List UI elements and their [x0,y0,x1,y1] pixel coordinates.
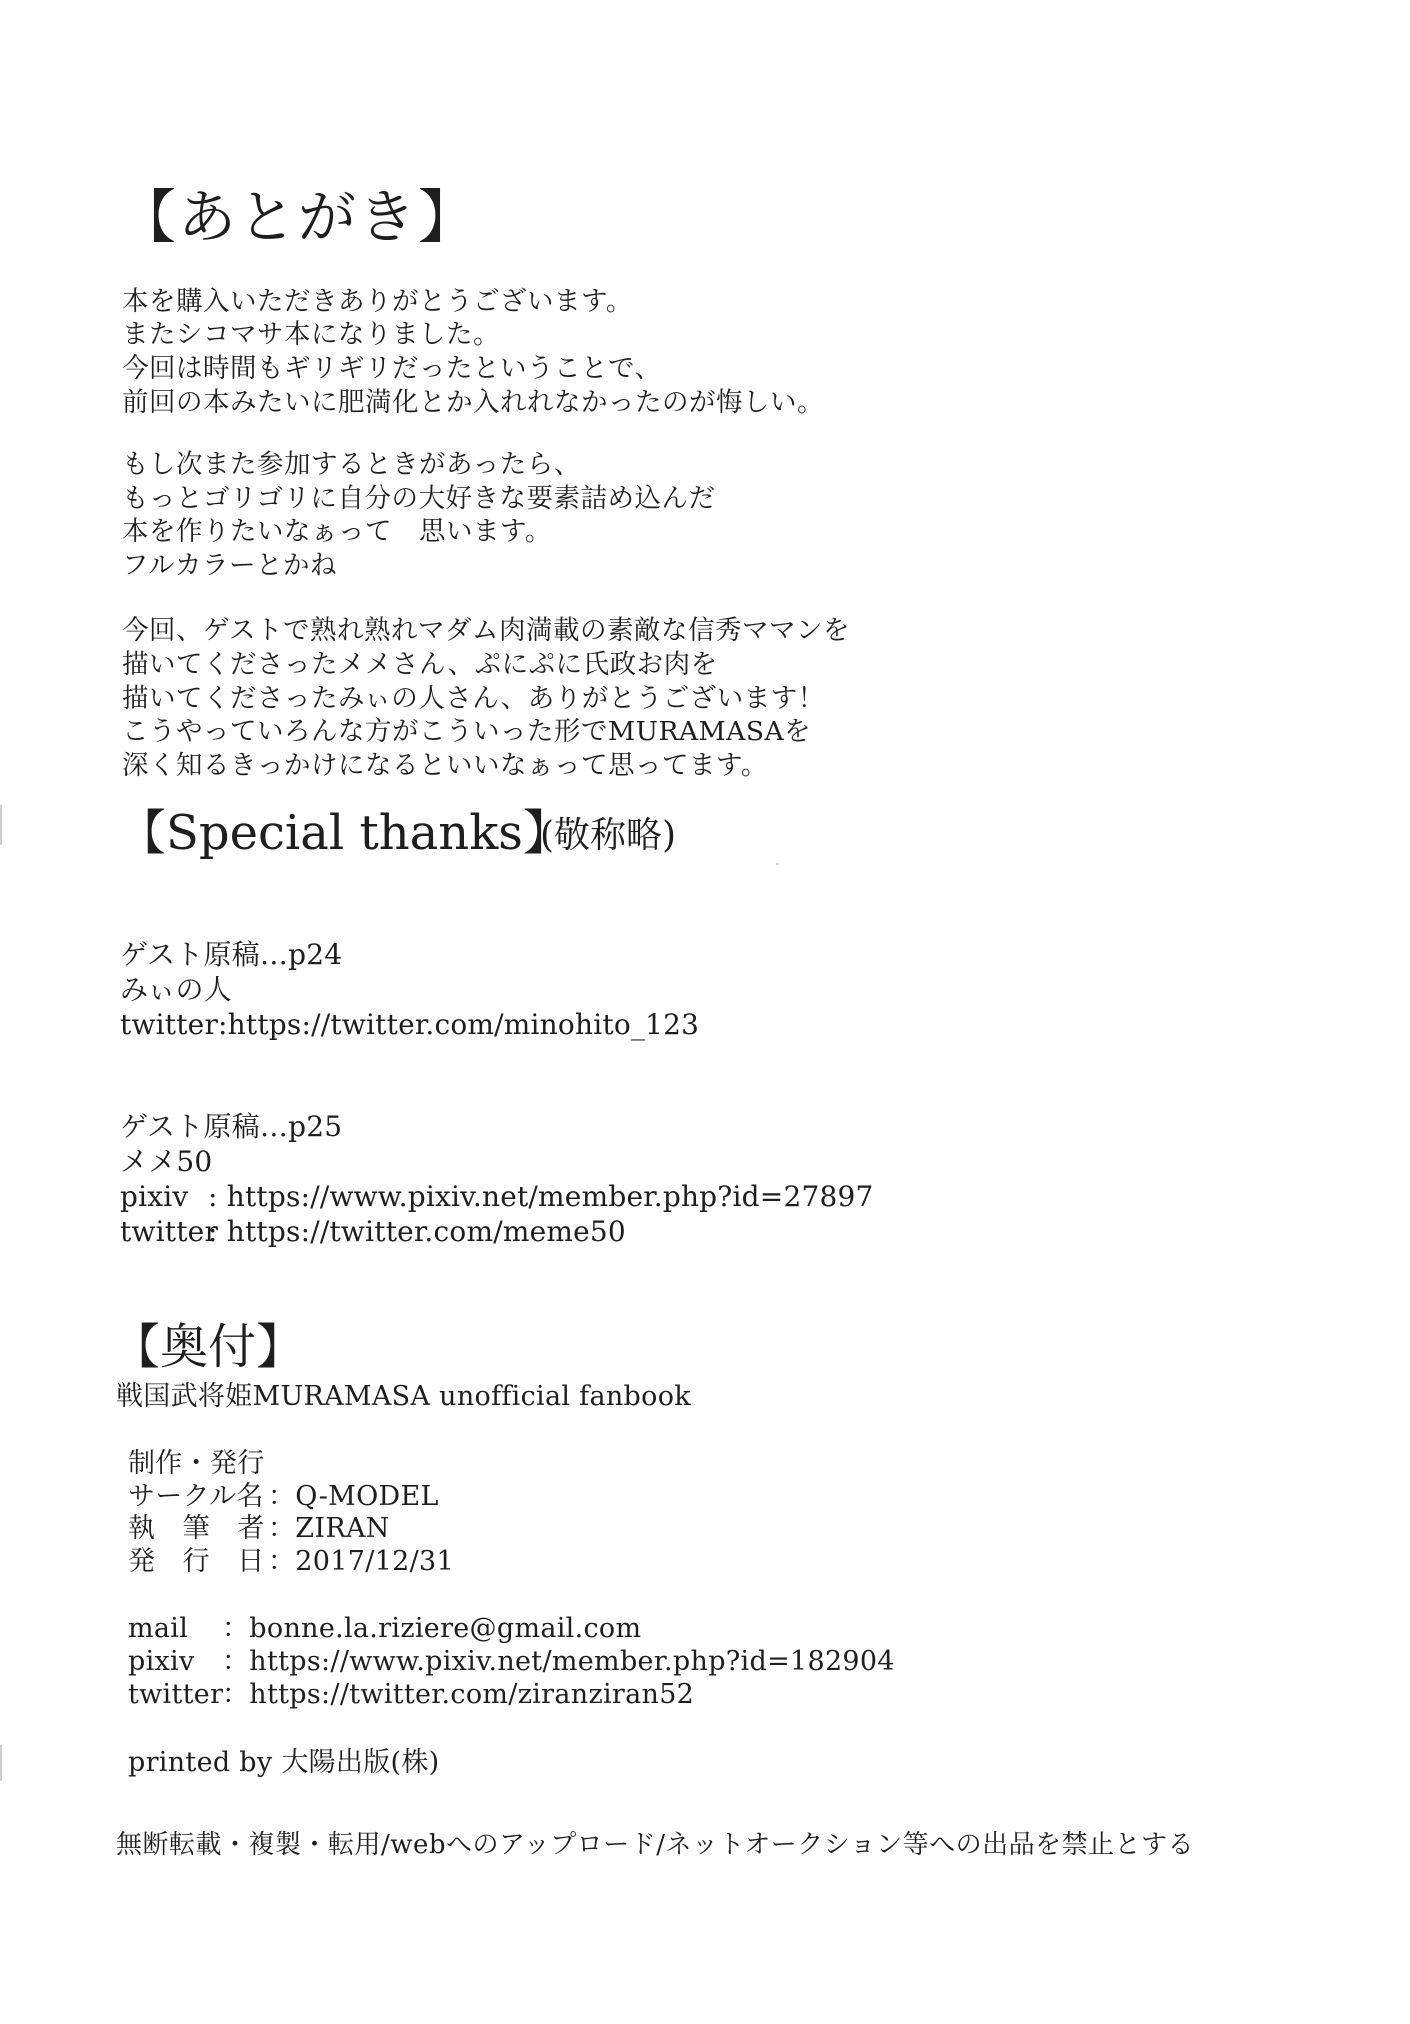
scan-edge-mark [0,805,2,845]
colophon-circle-value: ：Q-MODEL [268,1481,439,1512]
colophon-date-value: ：2017/12/31 [268,1546,454,1577]
guest1-role: ゲスト原稿…p24 [120,938,343,971]
guest2-role: ゲスト原稿…p25 [120,1110,343,1143]
afterword-line: 前回の本みたいに肥満化とか入れれなかったのが悔しい。 [122,387,824,418]
copyright-notice: 無断転載・複製・転用/webへのアップロード/ネットオークション等への出品を禁止とする [116,1830,1195,1860]
colophon-pixiv-value: ：https://www.pixiv.net/member.php?id=182904 [222,1646,895,1677]
colophon-twitter-label: twitter [128,1679,224,1710]
colophon-pixiv-label: pixiv [128,1646,195,1677]
colophon-heading: 【奥付】 [112,1319,305,1375]
guest1-twitter: twitter:https://twitter.com/minohito_123 [120,1008,700,1041]
afterword-line: 本を作りたいなぁって 思います。 [122,516,552,547]
colophon-author-value: ：ZIRAN [268,1513,390,1544]
colophon-title: 戦国武将姫MURAMASA unofficial fanbook [116,1381,691,1412]
special-thanks-note: (敬称略) [540,815,677,856]
afterword-line: こうやっていろんな方がこういった形でMURAMASAを [122,716,812,747]
afterword-line: 今回、ゲストで熟れ熟れマダム肉満載の素敵な信秀ママンを [122,615,850,646]
afterword-line: もっとゴリゴリに自分の大好きな要素詰め込んだ [122,483,716,514]
colophon-circle-label: サークル名 [128,1481,264,1512]
afterword-heading: 【あとがき】 [118,183,479,251]
guest2-pixiv-label: pixiv [120,1180,189,1213]
colophon-mail-value: ：bonne.la.riziere@gmail.com [222,1613,642,1644]
afterword-line: 描いてくださったメメさん、ぷにぷに氏政お肉を [122,649,718,680]
colophon-mail-label: mail [128,1613,189,1644]
scan-edge-mark [0,1745,2,1781]
colophon-production: 制作・発行 [128,1448,265,1479]
afterword-line: 描いてくださったみぃの人さん、ありがとうございます！ [122,683,825,714]
special-thanks-heading: 【Special thanks】 [118,805,571,861]
guest2-twitter-label: twitter [120,1215,219,1248]
colophon-author-label: 執 筆 者 [128,1513,265,1544]
scan-speck [776,863,779,865]
afterword-line: 今回は時間もギリギリだったということで、 [122,353,662,384]
guest2-pixiv-url: : https://www.pixiv.net/member.php?id=27897 [208,1180,874,1213]
colophon-date-label: 発 行 日 [128,1546,265,1577]
afterword-line: もし次また参加するときがあったら、 [122,449,581,480]
colophon-printer: printed by 大陽出版(株) [128,1747,440,1778]
guest2-name: メメ50 [120,1145,213,1178]
colophon-twitter-value: ：https://twitter.com/ziranziran52 [222,1679,695,1710]
guest2-twitter-url: : https://twitter.com/meme50 [208,1215,626,1248]
afterword-line: 本を購入いただきありがとうございます。 [122,286,633,317]
afterword-line: またシコマサ本になりました。 [122,319,500,350]
afterword-line: フルカラーとかね [122,550,337,581]
guest1-name: みぃの人 [120,973,232,1006]
afterword-line: 深く知るきっかけになるといいなぁって思ってます。 [122,750,768,781]
